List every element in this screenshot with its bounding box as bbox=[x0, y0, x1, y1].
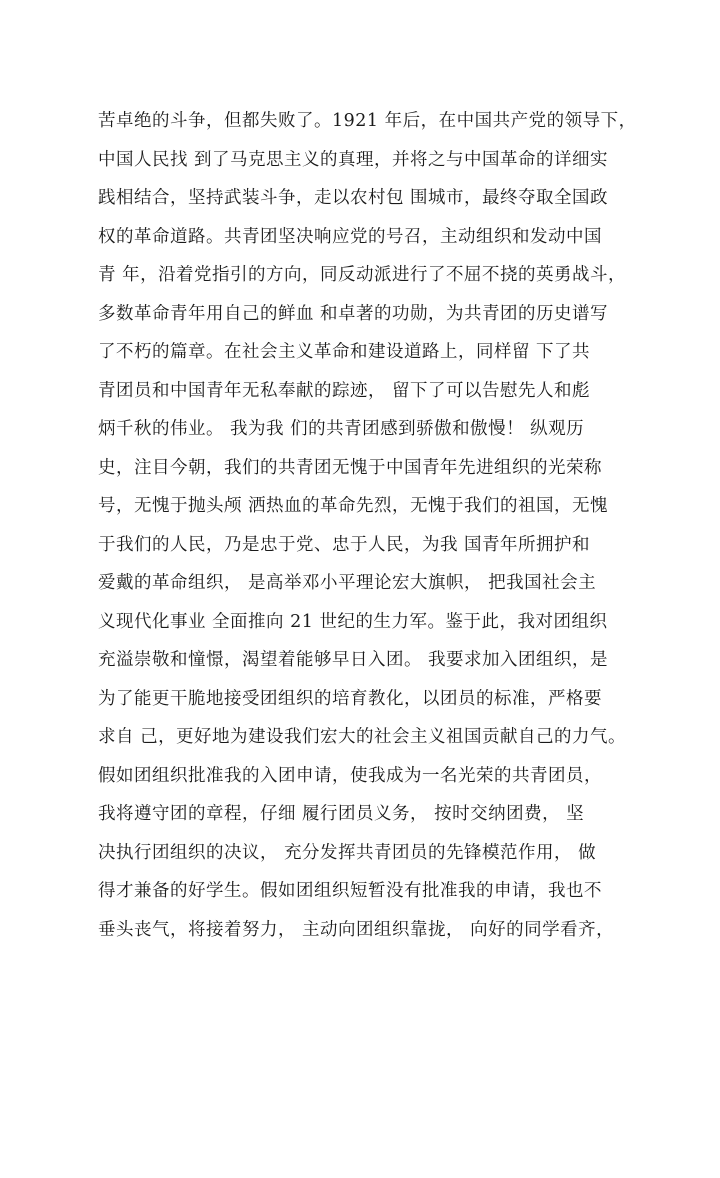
text-line: 炳千秋的伟业。 我为我 们的共青团感到骄傲和傲慢！ 纵观历 bbox=[98, 419, 585, 439]
text-line: 中国人民找 到了马克思主义的真理，并将之与中国革命的详细实 bbox=[98, 149, 609, 170]
text-line: 义现代化事业 全面推向 21 世纪的生力军。鉴于此，我对团组织 bbox=[98, 611, 608, 632]
text-line: 于我们的人民，乃是忠于党、忠于人民，为我 国青年所拥护和 bbox=[98, 534, 591, 555]
text-line: 决执行团组织的决议， 充分发挥共青团员的先锋模范作用， 做 bbox=[98, 842, 597, 863]
text-line: 多数革命青年用自己的鲜血 和卓著的功勋，为共青团的历史谱写 bbox=[98, 303, 609, 324]
text-line: 了不朽的篇章。在社会主义革命和建设道路上，同样留 下了共 bbox=[98, 342, 591, 362]
text-line: 得才兼备的好学生。假如团组织短暂没有批准我的申请，我也不 bbox=[98, 881, 602, 901]
body-text bbox=[98, 102, 638, 949]
text-line: 充溢崇敬和憧憬，渴望着能够早日入团。 我要求加入团组织，是 bbox=[98, 650, 609, 670]
text-line: 青 年，沿着党指引的方向，同反动派进行了不屈不挠的英勇战斗， bbox=[98, 265, 627, 285]
text-line: 权的革命道路。共青团坚决响应党的号召，主动组织和发动中国 bbox=[98, 226, 602, 247]
text-line: 为了能更干脆地接受团组织的培育教化，以团员的标准，严格要 bbox=[98, 688, 602, 709]
text-line: 苦卓绝的斗争，但都失败了。1921 年后，在中国共产党的领导下， bbox=[98, 111, 637, 131]
text-line: 史，注目今朝，我们的共青团无愧于中国青年先进组织的光荣称 bbox=[98, 457, 602, 478]
text-line: 我将遵守团的章程，仔细 履行团员义务， 按时交纳团费， 坚 bbox=[98, 804, 585, 824]
text-line: 求自 己，更好地为建设我们宏大的社会主义祖国贡献自己的力气。 bbox=[98, 727, 627, 747]
text-line: 爱戴的革命组织， 是高举邓小平理论宏大旗帜， 把我国社会主 bbox=[98, 573, 597, 593]
text-line: 青团员和中国青年无私奉献的踪迹， 留下了可以告慰先人和彪 bbox=[98, 380, 591, 401]
text-line: 垂头丧气，将接着努力， 主动向团组织靠拢， 向好的同学看齐， bbox=[98, 919, 615, 940]
text-line: 假如团组织批准我的入团申请，使我成为一名光荣的共青团员， bbox=[98, 765, 602, 786]
text-line: 践相结合，坚持武装斗争，走以农村包 围城市，最终夺取全国政 bbox=[98, 188, 609, 208]
text-line: 号，无愧于抛头颅 洒热血的革命先烈，无愧于我们的祖国，无愧 bbox=[98, 496, 609, 516]
